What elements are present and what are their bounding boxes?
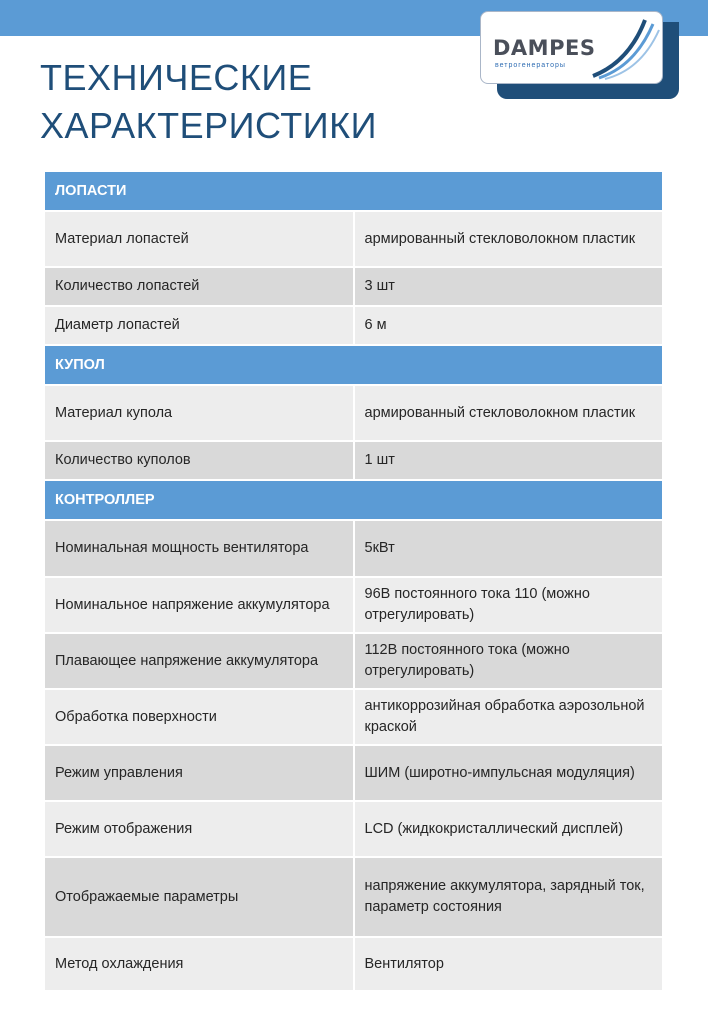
section-title: ЛОПАСТИ <box>45 172 662 211</box>
row-value: армированный стекловолокном пластик <box>354 211 663 267</box>
table-row <box>45 857 662 937</box>
page-title <box>40 54 377 150</box>
table-row <box>45 520 662 577</box>
spec-table <box>45 172 662 992</box>
logo-brand-text: DAMPES <box>493 36 596 60</box>
title-line-2: ХАРАКТЕРИСТИКИ <box>40 105 378 146</box>
row-label: Материал лопастей <box>45 211 354 267</box>
title-line-1: ТЕХНИЧЕСКИЕ <box>40 57 313 98</box>
logo-tagline: ветрогенераторы <box>495 62 566 69</box>
section-header-dome <box>45 345 662 385</box>
row-value: 96В постоянного тока 110 (можно отрегулировать) <box>354 577 663 633</box>
row-value: антикоррозийная обработка аэрозольной краской <box>354 689 663 745</box>
table-row <box>45 745 662 801</box>
table-row <box>45 267 662 306</box>
row-value: Вентилятор <box>354 937 663 991</box>
section-title: КОНТРОЛЛЕР <box>45 480 662 520</box>
row-label: Режим отображения <box>45 801 354 857</box>
brand-logo <box>480 11 663 84</box>
table-row <box>45 385 662 441</box>
row-label: Метод охлаждения <box>45 937 354 991</box>
row-label: Режим управления <box>45 745 354 801</box>
row-value: 112В постоянного тока (можно отрегулировать) <box>354 633 663 689</box>
row-label: Количество лопастей <box>45 267 354 306</box>
row-label: Обработка поверхности <box>45 689 354 745</box>
row-value: напряжение аккумулятора, зарядный ток, параметр состояния <box>354 857 663 937</box>
table-row <box>45 306 662 345</box>
table-row <box>45 633 662 689</box>
table-row <box>45 577 662 633</box>
row-label: Номинальная мощность вентилятора <box>45 520 354 577</box>
section-header-controller <box>45 480 662 520</box>
row-label: Плавающее напряжение аккумулятора <box>45 633 354 689</box>
row-label: Отображаемые параметры <box>45 857 354 937</box>
row-value: 1 шт <box>354 441 663 480</box>
row-label: Количество куполов <box>45 441 354 480</box>
row-value: армированный стекловолокном пластик <box>354 385 663 441</box>
table-row <box>45 801 662 857</box>
row-label: Номинальное напряжение аккумулятора <box>45 577 354 633</box>
swoosh-icon <box>589 16 661 80</box>
table-row <box>45 689 662 745</box>
section-title: КУПОЛ <box>45 345 662 385</box>
row-label: Диаметр лопастей <box>45 306 354 345</box>
table-row <box>45 441 662 480</box>
row-value: ШИМ (широтно-импульсная модуляция) <box>354 745 663 801</box>
row-value: 3 шт <box>354 267 663 306</box>
row-value: LCD (жидкокристаллический дисплей) <box>354 801 663 857</box>
table-row <box>45 211 662 267</box>
row-value: 6 м <box>354 306 663 345</box>
section-header-blades <box>45 172 662 211</box>
row-label: Материал купола <box>45 385 354 441</box>
row-value: 5кВт <box>354 520 663 577</box>
table-row <box>45 937 662 991</box>
